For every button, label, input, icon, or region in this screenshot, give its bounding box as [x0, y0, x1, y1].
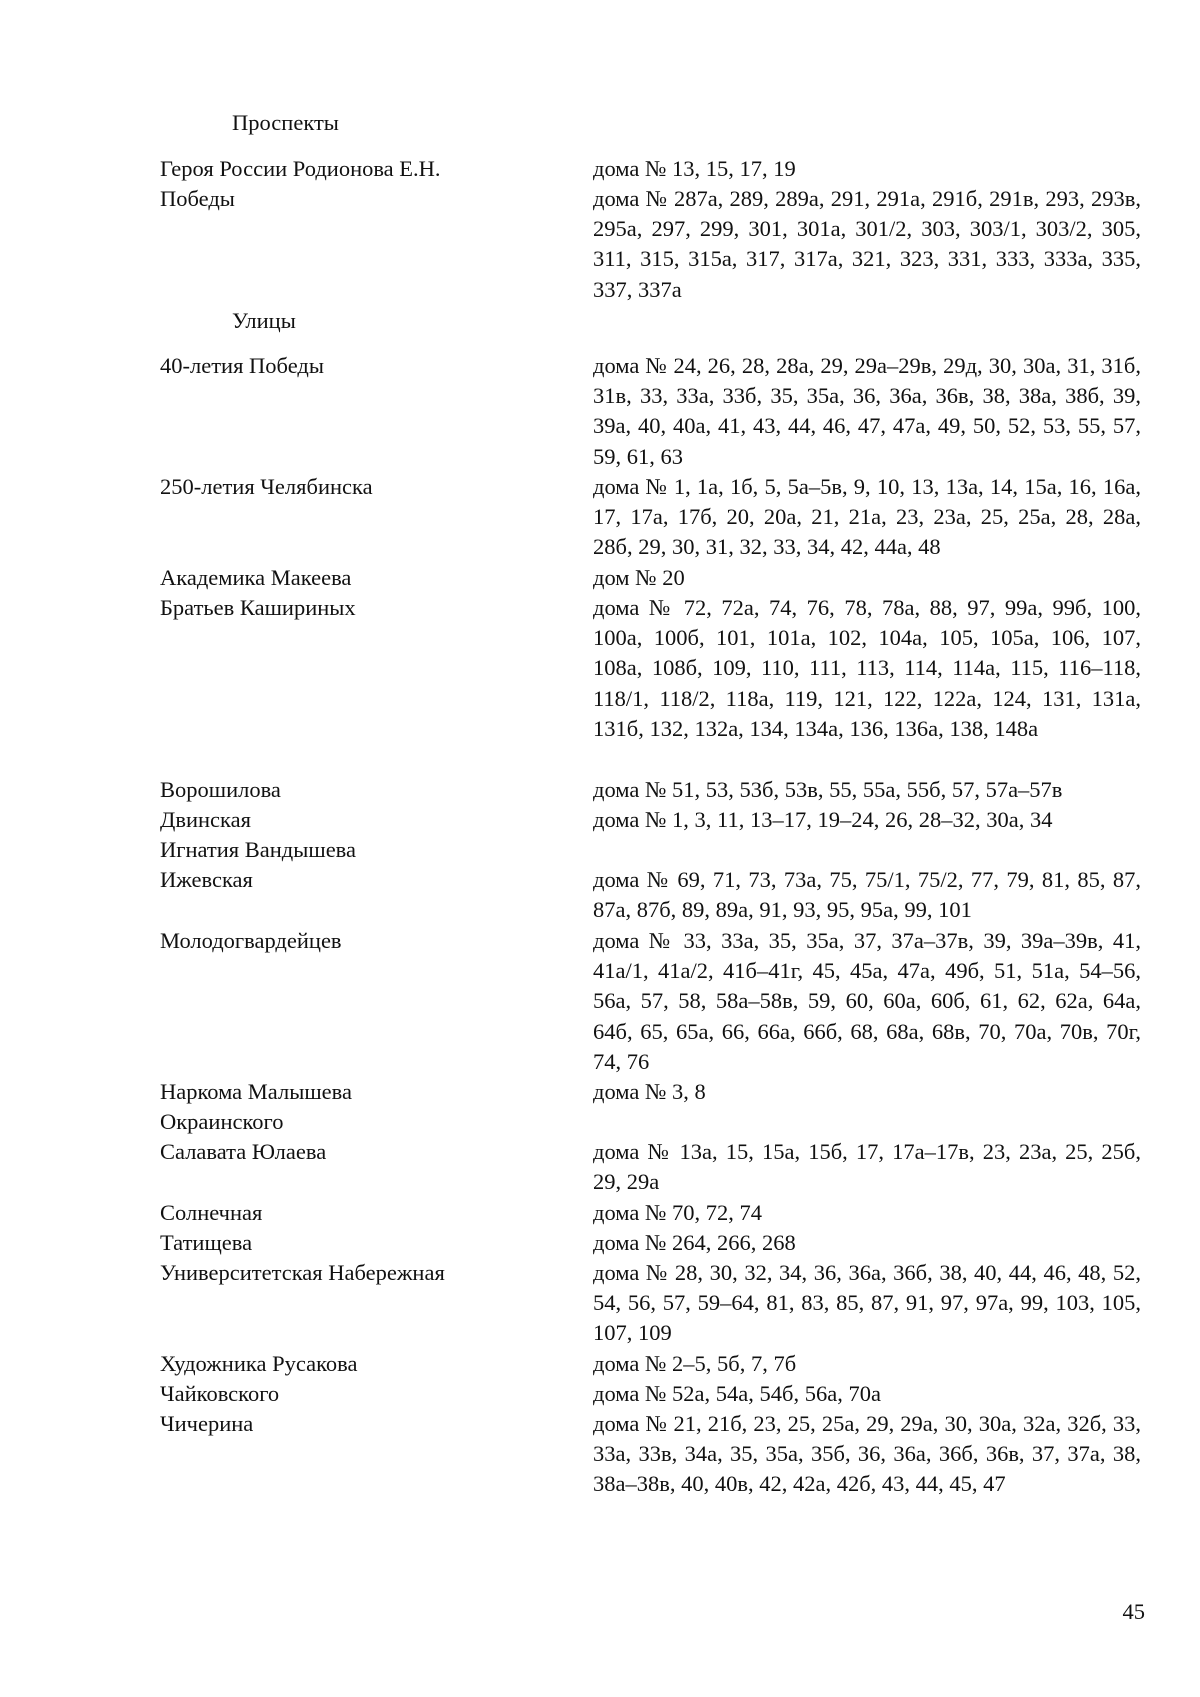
- street-houses: дома № 2–5, 5б, 7, 7б: [593, 1351, 797, 1376]
- street-name: Салавата Юлаева: [160, 1139, 327, 1164]
- street-name: Солнечная: [160, 1200, 263, 1225]
- street-houses: дома № 21, 21б, 23, 25, 25а, 29, 29а, 30, 30а, 32а, 32б, 33, 33а, 33в, 34а, 35, 35а, 35б, 36, 36а, 36б, 36в, 37, 37а, 38, 38а–38в, 40, 40в, 42, 42а, 42б, 43, 44, 45, 47: [593, 1411, 1141, 1497]
- street-name: 250-летия Челябинска: [160, 474, 373, 499]
- street-name: Двинская: [160, 807, 251, 832]
- street-houses: дома № 24, 26, 28, 28а, 29, 29а–29в, 29д, 30, 30а, 31, 31б, 31в, 33, 33а, 33б, 35, 35а, 36, 36а, 36в, 38, 38а, 38б, 39, 39а, 40, 40а, 41, 43, 44, 46, 47, 47а, 49, 50, 52, 53, 55, 57, 59, 61, 63: [593, 353, 1141, 469]
- street-houses: дома № 13а, 15, 15а, 15б, 17, 17а–17в, 23, 23а, 25, 25б, 29, 29а: [593, 1139, 1141, 1195]
- avenue-name: Героя России Родионова Е.Н.: [160, 156, 441, 181]
- street-houses: дома № 1, 1а, 1б, 5, 5а–5в, 9, 10, 13, 13а, 14, 15а, 16, 16а, 17, 17а, 17б, 20, 20а, 21, 21а, 23, 23а, 25, 25а, 28, 28а, 28б, 29, 30, 31, 32, 33, 34, 42, 44а, 48: [593, 474, 1141, 560]
- street-name: Академика Макеева: [160, 565, 352, 590]
- street-name: 40-летия Победы: [160, 353, 324, 378]
- street-houses: дома № 264, 266, 268: [593, 1230, 796, 1255]
- streets-heading: Улицы: [232, 308, 296, 333]
- street-name: Университетская Набережная: [160, 1260, 445, 1285]
- page-number: 45: [1122, 1599, 1145, 1624]
- street-houses: дома № 1, 3, 11, 13–17, 19–24, 26, 28–32, 30а, 34: [593, 807, 1053, 832]
- street-houses: дома № 70, 72, 74: [593, 1200, 763, 1225]
- street-houses: дома № 51, 53, 53б, 53в, 55, 55а, 55б, 57, 57а–57в: [593, 777, 1063, 802]
- street-houses: дома № 72, 72а, 74, 76, 78, 78а, 88, 97, 99а, 99б, 100, 100а, 100б, 101, 101а, 102, 104а, 105, 105а, 106, 107, 108а, 108б, 109, 110, 111, 113, 114, 114а, 115, 116–118, 118/1, 118/2, 118а, 119, 121, 122, 122а, 124, 131, 131а, 131б, 132, 132а, 134, 134а, 136, 136а, 138, 148а: [593, 595, 1141, 741]
- street-name: Чичерина: [160, 1411, 254, 1436]
- street-name: Братьев Кашириных: [160, 595, 356, 620]
- street-name: Ворошилова: [160, 777, 281, 802]
- street-name: Наркома Малышева: [160, 1079, 352, 1104]
- street-name: Игнатия Вандышева: [160, 837, 356, 862]
- street-name: Татищева: [160, 1230, 253, 1255]
- street-name: Ижевская: [160, 867, 253, 892]
- avenue-houses: дома № 13, 15, 17, 19: [593, 156, 796, 181]
- avenue-houses: дома № 287а, 289, 289а, 291, 291а, 291б, 291в, 293, 293в, 295а, 297, 299, 301, 301а, 301/2, 303, 303/1, 303/2, 305, 311, 315, 315а, 317, 317а, 321, 323, 331, 333, 333а, 335, 337, 337а: [593, 186, 1141, 302]
- avenue-name: Победы: [160, 186, 235, 211]
- street-houses: дома № 69, 71, 73, 73а, 75, 75/1, 75/2, 77, 79, 81, 85, 87, 87а, 87б, 89, 89а, 91, 93, 95, 95а, 99, 101: [593, 867, 1141, 923]
- street-name: Художника Русакова: [160, 1351, 358, 1376]
- street-houses: дома № 28, 30, 32, 34, 36, 36а, 36б, 38, 40, 44, 46, 48, 52, 54, 56, 57, 59–64, 81, 83, 85, 87, 91, 97, 97а, 99, 103, 105, 107, 109: [593, 1260, 1141, 1346]
- street-name: Молодогвардейцев: [160, 928, 342, 953]
- street-houses: дом № 20: [593, 565, 685, 590]
- street-houses: дома № 3, 8: [593, 1079, 706, 1104]
- street-houses: дома № 52а, 54а, 54б, 56а, 70а: [593, 1381, 881, 1406]
- street-name: Окраинского: [160, 1109, 284, 1134]
- avenues-heading: Проспекты: [232, 110, 339, 135]
- street-houses: дома № 33, 33а, 35, 35а, 37, 37а–37в, 39, 39а–39в, 41, 41а/1, 41а/2, 41б–41г, 45, 45а, 47а, 49б, 51, 51а, 54–56, 56а, 57, 58, 58а–58в, 59, 60, 60а, 60б, 61, 62, 62а, 64а, 64б, 65, 65а, 66, 66а, 66б, 68, 68а, 68в, 70, 70а, 70в, 70г, 74, 76: [593, 928, 1141, 1074]
- street-name: Чайковского: [160, 1381, 280, 1406]
